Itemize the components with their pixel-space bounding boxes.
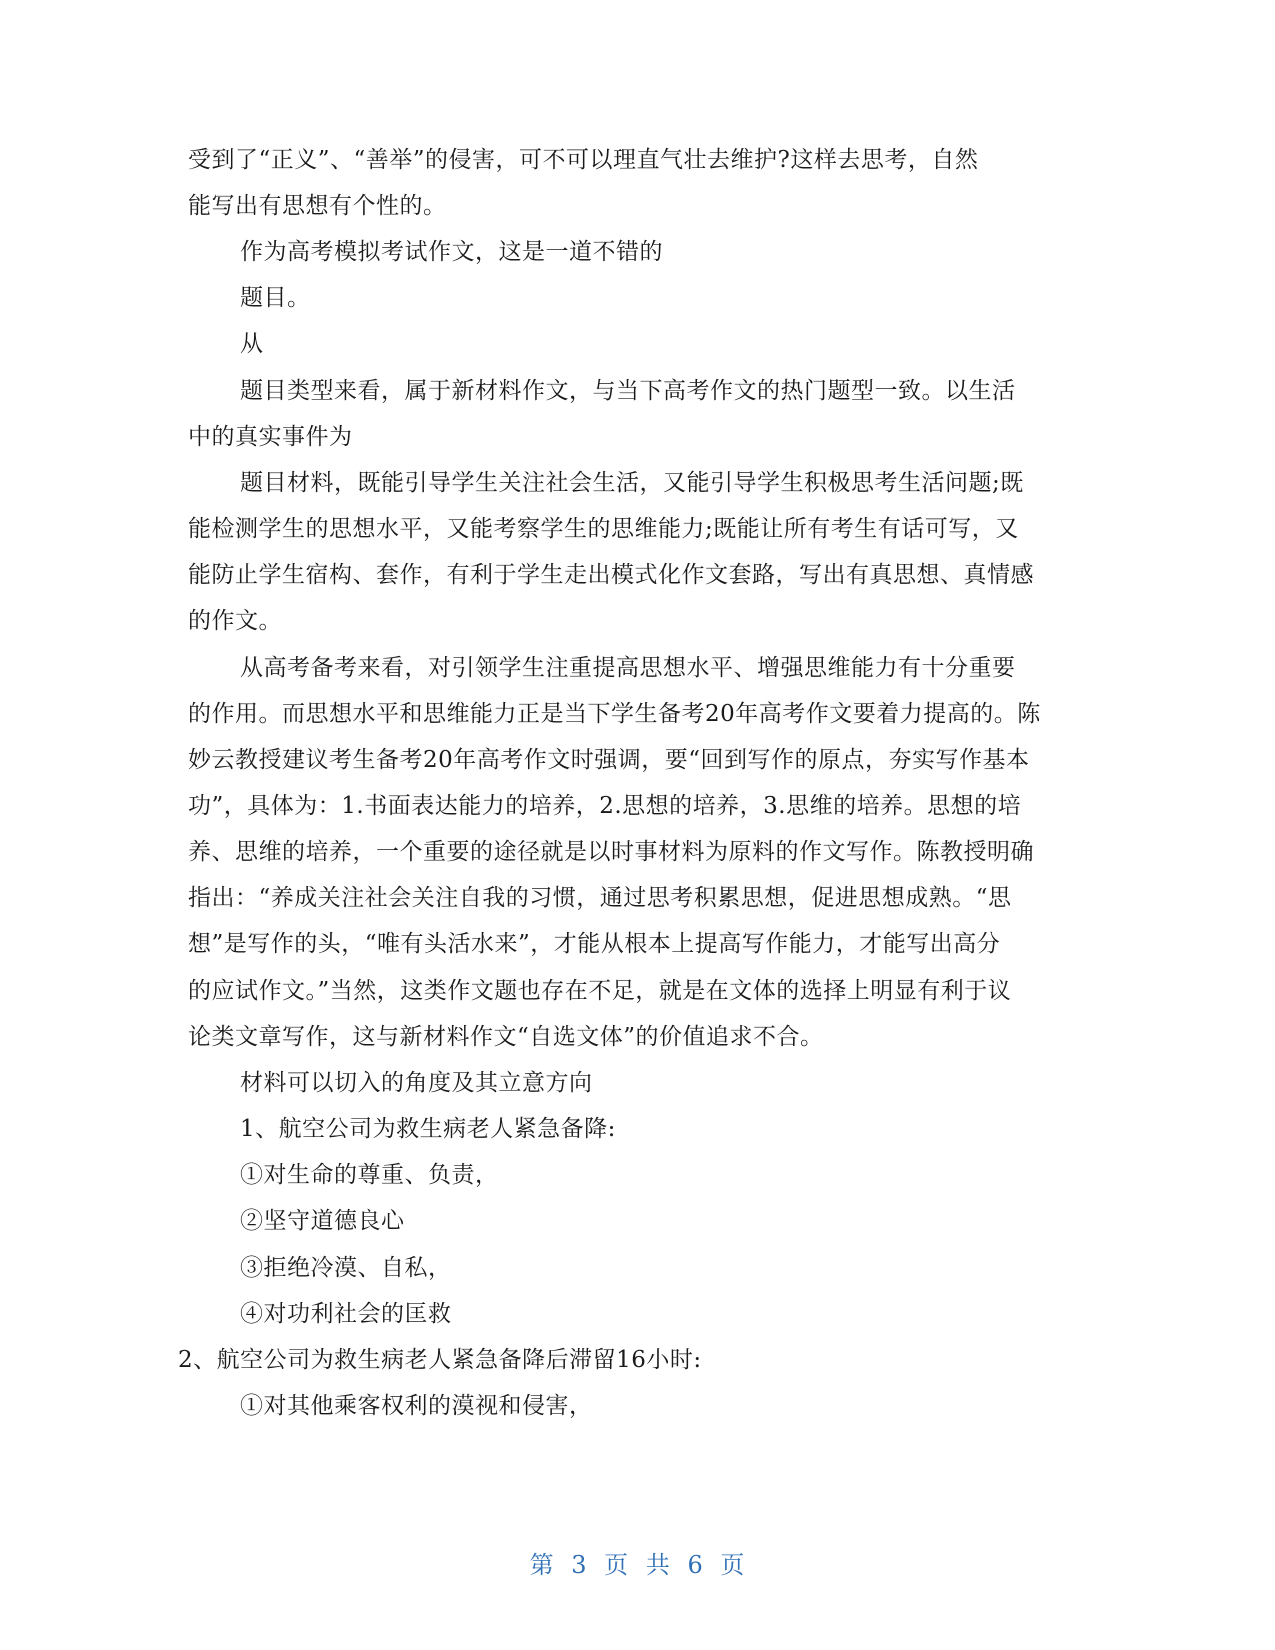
text-line: 能防止学生宿构、套作，有利于学生走出模式化作文套路，写出有真思想、真情感 bbox=[188, 562, 1034, 588]
text-line: 题目类型来看，属于新材料作文，与当下高考作文的热门题型一致。以生活 bbox=[240, 378, 1016, 404]
text-line: 中的真实事件为 bbox=[188, 424, 353, 450]
list-heading: 1、航空公司为救生病老人紧急备降: bbox=[240, 1116, 616, 1142]
text-line: 题目材料，既能引导学生关注社会生活，又能引导学生积极思考生活问题;既 bbox=[240, 470, 1024, 496]
list-item: ③拒绝冷漠、自私， bbox=[240, 1255, 452, 1281]
list-item: ④对功利社会的匡救 bbox=[240, 1301, 452, 1327]
total-label: 共 bbox=[645, 1551, 671, 1579]
text-line: 的作文。 bbox=[188, 608, 282, 634]
text-line: 的作用。而思想水平和思维能力正是当下学生备考20年高考作文要着力提高的。陈 bbox=[188, 701, 1041, 727]
text-line: 养、思维的培养，一个重要的途径就是以时事材料为原料的作文写作。陈教授明确 bbox=[188, 839, 1034, 865]
text-line: 论类文章写作，这与新材料作文“自选文体”的价值追求不合。 bbox=[188, 1024, 824, 1050]
text-line: 指出：“养成关注社会关注自我的习惯，通过思考积累思想，促进思想成熟。“思 bbox=[188, 885, 1012, 911]
text-line: 从 bbox=[240, 331, 264, 357]
page-total: 6 bbox=[687, 1551, 704, 1579]
text-line: 从高考备考来看，对引领学生注重提高思想水平、增强思维能力有十分重要 bbox=[240, 655, 1016, 681]
text-line: 想”是写作的头，“唯有头活水来”，才能从根本上提高写作能力，才能写出高分 bbox=[188, 931, 1001, 957]
total-unit: 页 bbox=[720, 1551, 746, 1579]
list-heading: 2、航空公司为救生病老人紧急备降后滞留16小时: bbox=[178, 1347, 702, 1373]
page-footer bbox=[0, 1545, 1275, 1580]
list-item: ①对生命的尊重、负责， bbox=[240, 1162, 499, 1188]
page-current: 3 bbox=[571, 1551, 588, 1579]
text-line: 能写出有思想有个性的。 bbox=[188, 193, 447, 219]
section-heading: 材料可以切入的角度及其立意方向 bbox=[240, 1070, 593, 1096]
text-line: 能检测学生的思想水平，又能考察学生的思维能力;既能让所有考生有话可写，又 bbox=[188, 516, 1019, 542]
text-line: 题目。 bbox=[240, 285, 311, 311]
page-label: 第 bbox=[529, 1551, 555, 1579]
list-item: ②坚守道德良心 bbox=[240, 1208, 405, 1234]
text-line: 妙云教授建议考生备考20年高考作文时强调，要“回到写作的原点，夯实写作基本 bbox=[188, 747, 1030, 773]
text-line: 作为高考模拟考试作文，这是一道不错的 bbox=[240, 239, 663, 265]
text-line: 的应试作文。”当然，这类作文题也存在不足，就是在文体的选择上明显有利于议 bbox=[188, 978, 1012, 1004]
list-item: ①对其他乘客权利的漠视和侵害， bbox=[240, 1393, 593, 1419]
text-line: 功”，具体为：1.书面表达能力的培养，2.思想的培养，3.思维的培养。思想的培 bbox=[188, 793, 1022, 819]
text-line: 受到了“正义”、“善举”的侵害，可不可以理直气壮去维护?这样去思考，自然 bbox=[188, 147, 979, 173]
page-unit: 页 bbox=[604, 1551, 630, 1579]
